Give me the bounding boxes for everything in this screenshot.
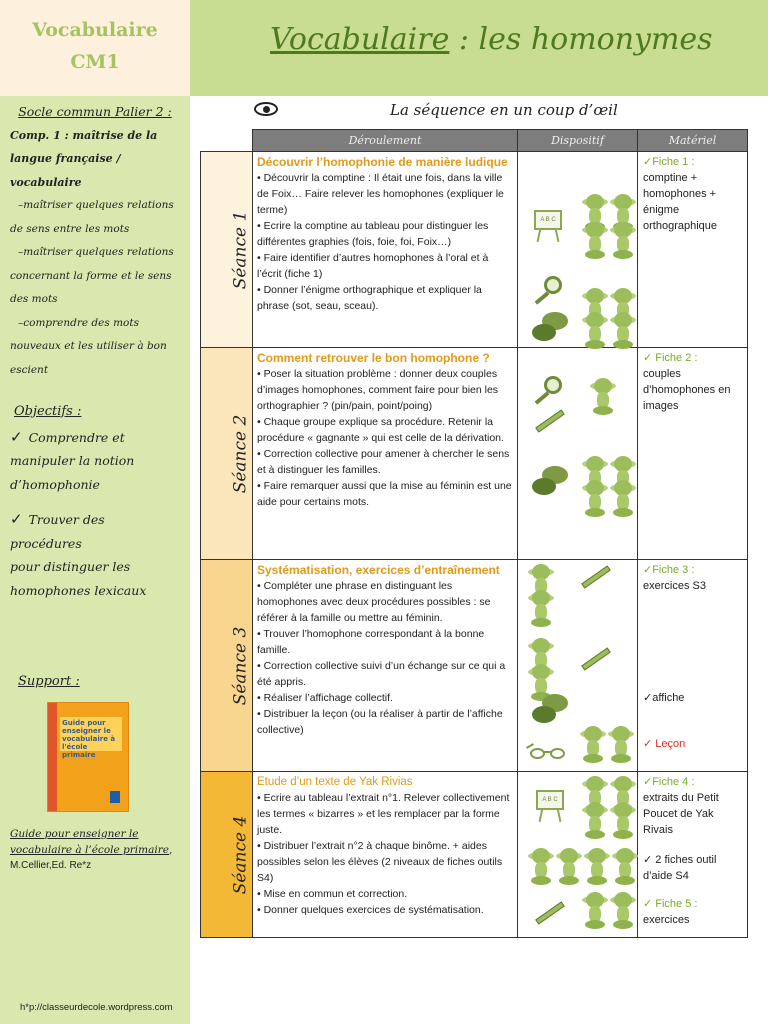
- book-author: M.Cellier,Ed. Re*z: [10, 860, 92, 871]
- mascot-icon: [608, 312, 638, 350]
- mascot-icon: [526, 848, 556, 886]
- objective-item: [10, 508, 180, 602]
- step-line: • Réaliser l’affichage collectif.: [257, 692, 393, 704]
- objective-text: Comprendre et: [28, 429, 125, 445]
- mascot-icon: [580, 802, 610, 840]
- session-title: Systématisation, exercices d’entraînement: [257, 563, 500, 577]
- skill-line: –comprendre des mots: [18, 316, 139, 329]
- step-line: • Trouver l’homophone correspondant à la bonne famille.: [257, 628, 485, 656]
- page-title-topic: : les homonymes: [449, 22, 713, 57]
- material-cell: [638, 348, 748, 560]
- glasses-icon: [526, 742, 570, 762]
- subject-title: [0, 0, 190, 78]
- mascot-icon: [526, 590, 556, 628]
- page-title: [270, 22, 713, 57]
- column-header: Dispositif: [518, 130, 638, 152]
- mascot-icon: [554, 848, 584, 886]
- easel-icon: A B C: [532, 790, 568, 822]
- step-line: • Faire identifier d’autres homophones à l’oral et à l’écrit (fiche 1): [257, 252, 489, 280]
- subject-line: Vocabulaire: [32, 19, 158, 41]
- material-text: comptine + homophones + énigme orthographique: [643, 172, 718, 232]
- step-line: • Découvrir la comptine : Il était une fois, dans la ville de Foix… Faire relever les homophones (expliquer le terme): [257, 172, 504, 216]
- session-label: Séance 4: [230, 815, 251, 894]
- session-label: Séance 2: [230, 414, 251, 493]
- magnifier-icon: [532, 374, 566, 406]
- objective-text: d’homophonie: [10, 476, 100, 492]
- setup-cell: [518, 348, 638, 560]
- check-icon: ✓: [10, 427, 23, 446]
- setup-cell: [518, 560, 638, 772]
- mascot-icon: [580, 312, 610, 350]
- material-text: extraits du Petit Poucet de Yak Rivais: [643, 792, 719, 836]
- skill-line: escient: [10, 363, 49, 376]
- step-line: • Mise en commun et correction.: [257, 888, 408, 900]
- book-title-punct: ,: [168, 844, 173, 856]
- step-line: • Correction collective suivi d’un échange sur ce qui a été appris.: [257, 660, 506, 688]
- material-label: ✓Fiche 4 :: [643, 776, 695, 788]
- table-row: [201, 152, 748, 348]
- mascot-icon: [608, 480, 638, 518]
- step-line: • Distribuer l’extrait n°2 à chaque binôme. + aides possibles selon les élèves (2 niveaux de fiches outils S4): [257, 840, 503, 884]
- material-text: couples d’homophones en images: [643, 368, 731, 412]
- mascot-icon: [610, 848, 640, 886]
- material-text: ✓affiche: [643, 692, 685, 704]
- book-title-line: vocabulaire à l’école primaire: [10, 844, 169, 856]
- step-line: • Ecrire au tableau l’extrait n°1. Relever collectivement les termes « bizarres » et les remplacer par la forme juste.: [257, 792, 510, 836]
- material-label: ✓Fiche 1 :: [643, 156, 695, 168]
- material-cell: [638, 772, 748, 938]
- material-label: ✓ Fiche 2 :: [643, 352, 698, 364]
- material-text: exercices: [643, 914, 690, 926]
- sidebar: [0, 96, 190, 1024]
- competence-line: langue française / vocabulaire: [10, 152, 121, 189]
- step-line: • Correction collective pour amener à chercher le sens et à distinguer les familles.: [257, 448, 510, 476]
- mascot-icon: [580, 222, 610, 260]
- publisher-logo: [110, 791, 120, 803]
- objective-text: Trouver des procédures: [10, 512, 105, 551]
- book-cover-text: Guide pour enseigner le vocabulaire à l'école primaire: [62, 719, 116, 759]
- sequence-table: [200, 129, 748, 938]
- magnifier-icon: [532, 274, 566, 306]
- session-title: Comment retrouver le bon homophone ?: [257, 351, 490, 365]
- objective-item: [10, 426, 180, 497]
- session-cell: [201, 152, 253, 348]
- objective-text: manipuler la notion: [10, 453, 135, 468]
- support-heading: Support :: [18, 674, 80, 689]
- table-row: [201, 772, 748, 938]
- mascot-icon: [580, 892, 610, 930]
- speech-bubbles-icon: [532, 466, 570, 498]
- table-row: [201, 560, 748, 772]
- session-cell: [201, 348, 253, 560]
- session-label: Séance 1: [230, 210, 251, 289]
- procedure-cell: [253, 772, 518, 938]
- mascot-icon: [606, 726, 636, 764]
- mascot-icon: [582, 848, 612, 886]
- material-cell: [638, 152, 748, 348]
- pencil-icon: [578, 564, 614, 588]
- socle-heading: Socle commun Palier 2 :: [18, 104, 172, 119]
- material-text: ✓ 2 fiches outil d’aide S4: [643, 854, 717, 882]
- speech-bubbles-icon: [532, 694, 570, 726]
- page-title-keyword: Vocabulaire: [270, 22, 450, 57]
- session-cell: [201, 772, 253, 938]
- skill-line: de sens entre les mots: [10, 222, 130, 235]
- pencil-icon: [532, 408, 568, 432]
- session-cell: [201, 560, 253, 772]
- skill-line: –maîtriser quelques relations: [18, 246, 174, 258]
- level-line: CM1: [70, 51, 120, 73]
- column-header: Déroulement: [253, 130, 518, 152]
- material-label: ✓Fiche 3 :: [643, 564, 695, 576]
- mascot-icon: [578, 726, 608, 764]
- session-title: Etude d’un texte de Yak Rivias: [257, 776, 413, 788]
- material-text: exercices S3: [643, 580, 706, 592]
- setup-cell: [518, 772, 638, 938]
- mascot-icon: [588, 378, 618, 416]
- material-cell: [638, 560, 748, 772]
- book-title-line: Guide pour enseigner le: [10, 828, 139, 840]
- setup-cell: [518, 152, 638, 348]
- step-line: • Distribuer la leçon (ou la réaliser à partir de l’affiche collective): [257, 708, 503, 736]
- skill-line: nouveaux et les utiliser à bon: [10, 340, 167, 352]
- procedure-cell: [253, 348, 518, 560]
- step-line: • Chaque groupe explique sa procédure. Retenir la procédure « gagnante » qui est celle de la dérivation.: [257, 416, 504, 444]
- book-cover-image: [47, 702, 129, 812]
- mascot-icon: [608, 802, 638, 840]
- skill-line: des mots: [10, 293, 58, 305]
- step-line: • Poser la situation problème : donner deux couples d’images homophones, comment faire pour bien les orthographier ? (pin/pain, point/poing): [257, 368, 499, 412]
- session-label: Séance 3: [230, 626, 251, 705]
- step-line: • Ecrire la comptine au tableau pour distinguer les différentes graphies (fois, foie, foi, Foix…): [257, 220, 489, 248]
- corner-cell: [201, 130, 253, 152]
- pencil-icon: [578, 646, 614, 670]
- book-reference: [10, 826, 190, 874]
- skill-line: –maîtriser quelques relations: [18, 199, 174, 211]
- check-icon: ✓: [10, 510, 23, 528]
- eye-icon: [254, 102, 278, 116]
- step-line: • Faire remarquer aussi que la mise au féminin est une aide pour certains mots.: [257, 480, 512, 508]
- sequence-title: La séquence en un coup d’œil: [390, 101, 618, 119]
- step-line: • Donner l’énigme orthographique et expliquer la phrase (sot, seau, sceau).: [257, 284, 482, 312]
- material-label: ✓ Leçon: [643, 738, 686, 750]
- mascot-icon: [608, 892, 638, 930]
- material-label: ✓ Fiche 5 :: [643, 898, 698, 910]
- column-header: Matériel: [638, 130, 748, 152]
- mascot-icon: [608, 222, 638, 260]
- competence-line: Comp. 1 : maîtrise de la: [10, 128, 158, 142]
- easel-icon: A B C: [530, 210, 566, 242]
- footer-url: h*p://classeurdecole.wordpress.com: [20, 1002, 173, 1013]
- mascot-icon: [580, 480, 610, 518]
- step-line: • Donner quelques exercices de systématisation.: [257, 904, 484, 916]
- speech-bubbles-icon: [532, 312, 570, 344]
- session-title: Découvrir l’homophonie de manière ludique: [257, 155, 508, 169]
- procedure-cell: [253, 560, 518, 772]
- procedure-cell: [253, 152, 518, 348]
- objectives-heading: Objectifs :: [14, 404, 82, 419]
- objective-text: pour distinguer les: [10, 559, 131, 574]
- skill-line: concernant la forme et le sens: [10, 269, 172, 282]
- left-title-box: [0, 0, 190, 96]
- objective-text: homophones lexicaux: [10, 582, 147, 598]
- pencil-icon: [532, 900, 568, 924]
- table-row: [201, 348, 748, 560]
- step-line: • Compléter une phrase en distinguant les homophones avec deux procédures possibles : se référer à la famille ou mettre au féminin.: [257, 580, 491, 624]
